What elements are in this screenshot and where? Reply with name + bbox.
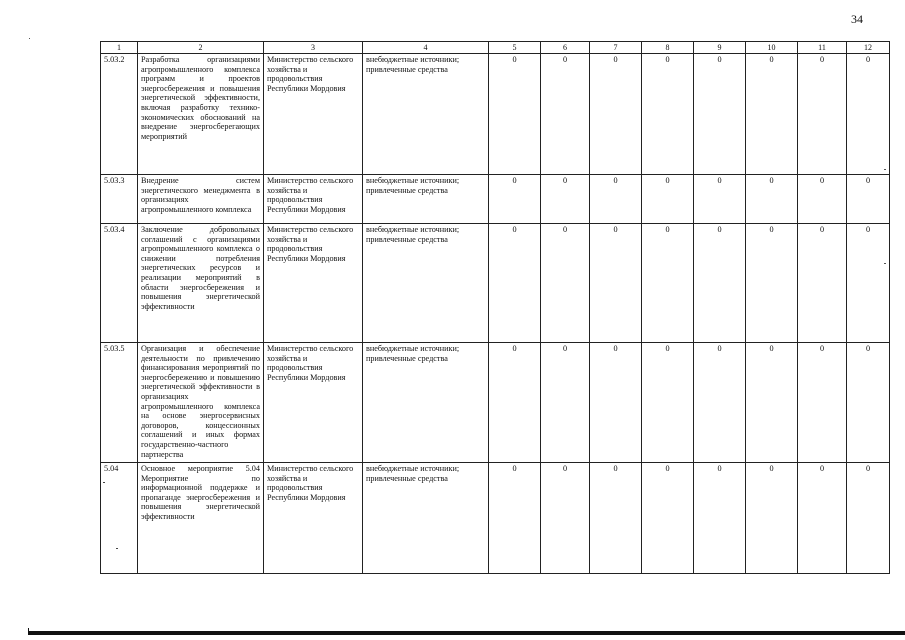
value-cell: 0 (798, 343, 847, 463)
value-cell: 0 (541, 54, 590, 175)
measure-name: Основное мероприятие 5.04 Мероприятие по информационной поддержке и пропаганде энергосбережения и повышения энергетической эффективности (138, 463, 264, 574)
value-cell: 0 (798, 224, 847, 343)
funding-source-cell: внебюджетные источники; привлеченные средства (363, 463, 489, 574)
value-cell: 0 (694, 54, 746, 175)
table-row (101, 463, 890, 574)
value-cell: 0 (746, 224, 798, 343)
funding-source-cell: внебюджетные источники; привлеченные средства (363, 54, 489, 175)
column-header: 10 (746, 42, 798, 54)
measure-name: Разработка организациями агропромышленного комплекса программ и проектов энергосбережения и повышения энергетической эффективности, включая разработку технико-экономических обоснований на внедрение энергосберегающих мероприятий (138, 54, 264, 175)
value-cell: 0 (798, 175, 847, 224)
value-cell: 0 (847, 54, 890, 175)
table-row (101, 224, 890, 343)
value-cell: 0 (590, 54, 642, 175)
column-header: 5 (489, 42, 541, 54)
value-cell: 0 (694, 224, 746, 343)
column-header: 12 (847, 42, 890, 54)
scan-mark (103, 482, 105, 483)
measure-code: 5.04 (101, 463, 138, 574)
measure-code: 5.03.4 (101, 224, 138, 343)
value-cell: 0 (847, 463, 890, 574)
column-header: 6 (541, 42, 590, 54)
column-header: 9 (694, 42, 746, 54)
executor-cell: Министерство сельского хозяйства и продовольствия Республики Мордовия (264, 224, 363, 343)
funding-source-cell: внебюджетные источники; привлеченные средства (363, 343, 489, 463)
measure-name: Заключение добровольных соглашений с организациями агропромышленного комплекса о снижении потребления энергетических ресурсов и реализации мероприятий в области энергосбережения и повышения энергетической эффективности (138, 224, 264, 343)
value-cell: 0 (489, 463, 541, 574)
value-cell: 0 (590, 343, 642, 463)
column-header: 1 (101, 42, 138, 54)
value-cell: 0 (746, 175, 798, 224)
executor-cell: Министерство сельского хозяйства и продовольствия Республики Мордовия (264, 54, 363, 175)
value-cell: 0 (489, 54, 541, 175)
executor-cell: Министерство сельского хозяйства и продовольствия Республики Мордовия (264, 343, 363, 463)
measure-name: Внедрение систем энергетического менеджмента в организациях агропромышленного комплекса (138, 175, 264, 224)
funding-source-cell: внебюджетные источники; привлеченные средства (363, 224, 489, 343)
table-row (101, 54, 890, 175)
value-cell: 0 (541, 343, 590, 463)
measure-code: 5.03.5 (101, 343, 138, 463)
value-cell: 0 (590, 224, 642, 343)
value-cell: 0 (694, 463, 746, 574)
page-number: 34 (851, 12, 863, 26)
column-header: 2 (138, 42, 264, 54)
page-bottom-rule (28, 631, 905, 635)
value-cell: 0 (541, 463, 590, 574)
value-cell: 0 (541, 224, 590, 343)
value-cell: 0 (590, 463, 642, 574)
funding-source-cell: внебюджетные источники; привлеченные средства (363, 175, 489, 224)
column-header: 4 (363, 42, 489, 54)
measure-code: 5.03.3 (101, 175, 138, 224)
value-cell: 0 (694, 343, 746, 463)
scan-mark (29, 38, 30, 39)
value-cell: 0 (489, 175, 541, 224)
value-cell: 0 (642, 224, 694, 343)
program-measures-table (100, 41, 890, 574)
value-cell: 0 (642, 343, 694, 463)
measure-name: Организация и обеспечение деятельности по привлечению финансирования мероприятий по энергосбережению и повышению энергетической эффективности в организациях агропромышленного комплекса на основе энергосервисных договоров, концессионных соглашений и иных формах государственно-частного партнерства (138, 343, 264, 463)
value-cell: 0 (489, 343, 541, 463)
value-cell: 0 (746, 54, 798, 175)
column-header: 7 (590, 42, 642, 54)
executor-cell: Министерство сельского хозяйства и продовольствия Республики Мордовия (264, 463, 363, 574)
value-cell: 0 (847, 224, 890, 343)
executor-cell: Министерство сельского хозяйства и продовольствия Республики Мордовия (264, 175, 363, 224)
value-cell: 0 (798, 54, 847, 175)
value-cell: 0 (746, 463, 798, 574)
value-cell: 0 (694, 175, 746, 224)
value-cell: 0 (642, 54, 694, 175)
value-cell: 0 (489, 224, 541, 343)
measure-code: 5.03.2 (101, 54, 138, 175)
column-header: 11 (798, 42, 847, 54)
value-cell: 0 (847, 343, 890, 463)
table-row (101, 175, 890, 224)
column-header: 8 (642, 42, 694, 54)
value-cell: 0 (746, 343, 798, 463)
value-cell: 0 (798, 463, 847, 574)
table-header-row (101, 42, 890, 54)
value-cell: 0 (590, 175, 642, 224)
column-header: 3 (264, 42, 363, 54)
value-cell: 0 (541, 175, 590, 224)
value-cell: 0 (642, 175, 694, 224)
value-cell: 0 (847, 175, 890, 224)
scan-mark (116, 548, 118, 549)
value-cell: 0 (642, 463, 694, 574)
table-row (101, 343, 890, 463)
